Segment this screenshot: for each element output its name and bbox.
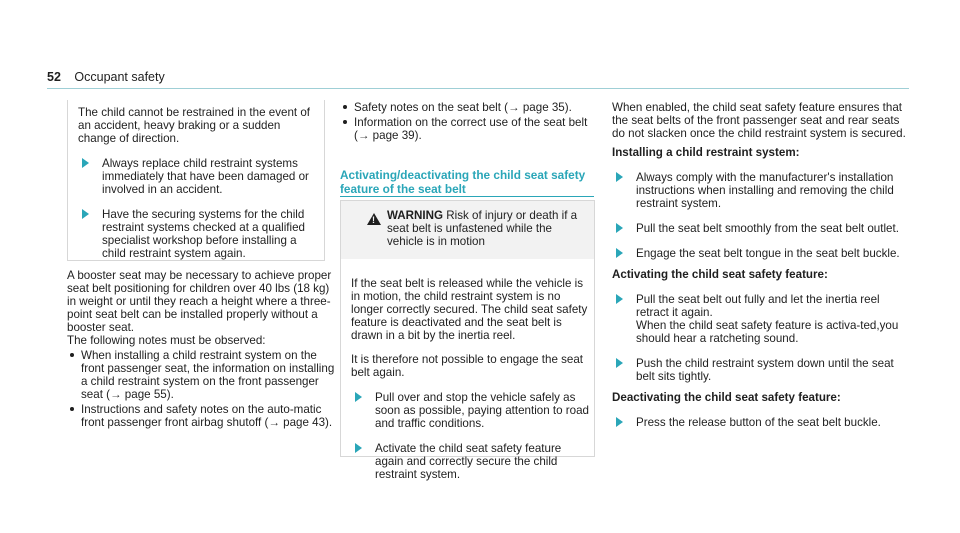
step-text: Engage the seat belt tongue in the seat belt buckle. [636, 247, 900, 260]
install-heading: Installing a child restraint system: [612, 146, 800, 159]
arrow-icon [355, 443, 362, 453]
warning-continuation-box [67, 100, 325, 261]
list-item [340, 101, 594, 114]
step-result-text: When the child seat safety feature is activa-ted,you should hear a ratcheting sound. [636, 319, 899, 345]
step-text: Pull the seat belt out fully and let the inertia reel retract it again. [636, 293, 880, 319]
instruction-step [351, 442, 589, 481]
section-heading: Activating/deactivating the child seat safety feature of the seat belt [340, 168, 586, 196]
list-item [67, 403, 337, 429]
list-item [340, 116, 594, 142]
arrow-icon [616, 248, 623, 258]
warning-icon: ! [367, 213, 381, 225]
instruction-step [612, 357, 912, 383]
column-3-text [612, 101, 912, 429]
warning-text: Risk of injury or death if a seat belt is unfastened while the vehicle is in motion [387, 209, 578, 248]
column-1-text [67, 269, 337, 429]
header-divider [47, 88, 909, 89]
column-2-list [340, 101, 594, 142]
page-header [47, 70, 165, 84]
instruction-step [612, 171, 912, 210]
list-item [67, 349, 337, 401]
instruction-step [612, 247, 912, 260]
step-text: Pull the seat belt smoothly from the seat belt outlet. [636, 222, 899, 235]
warning-label: WARNING [387, 209, 444, 222]
step-text: Press the release button of the seat belt buckle. [636, 416, 881, 429]
heading-rule [340, 196, 594, 197]
warning-body [351, 265, 589, 493]
step-text: Always replace child restraint systems immediately that have been damaged or involved in an accident. [102, 157, 309, 196]
instruction-step [78, 208, 318, 260]
instruction-step [612, 222, 912, 235]
arrow-icon [82, 209, 89, 219]
step-text: Push the child restraint system down until the seat belt sits tightly. [636, 357, 894, 383]
list-item-text: Instructions and safety notes on the auto-matic front passenger front airbag shutoff (→ page 43). [81, 403, 333, 429]
notes-intro: The following notes must be observed: [67, 334, 266, 347]
instruction-step [612, 416, 912, 429]
arrow-icon [616, 294, 623, 304]
warning-paragraph: If the seat belt is released while the vehicle is in motion, the child restraint system is no longer correctly secured. The child seat safety feature is deactivated and the seat belt is drawn in a bit by the inertia reel. [351, 276, 588, 342]
arrow-icon [616, 223, 623, 233]
page-number: 52 [47, 70, 61, 84]
list-item-text: When installing a child restraint system on the front passenger seat, the information on installing a child restraint system on the front passenger seat (→ page 55). [81, 349, 335, 401]
warning-paragraph: It is therefore not possible to engage the seat belt again. [351, 353, 584, 380]
arrow-icon [355, 392, 362, 402]
warning-header [341, 201, 594, 259]
warning-box [340, 200, 595, 482]
activate-heading: Activating the child seat safety feature: [612, 268, 828, 281]
list-item-text: Information on the correct use of the seat belt (→ page 39). [354, 116, 588, 142]
instruction-step [78, 157, 318, 196]
booster-seat-paragraph: A booster seat may be necessary to achieve proper seat belt positioning for children over 40 lbs (18 kg) in weight or until they reach a height where a three-point seat belt can be installed properly without a booster seat. [67, 269, 332, 334]
step-text: Activate the child seat safety feature again and correctly secure the child restraint system. [375, 442, 562, 482]
deactivate-heading: Deactivating the child seat safety feature: [612, 391, 841, 404]
instruction-step [351, 391, 589, 430]
warning-headline [387, 209, 587, 248]
step-text: Always comply with the manufacturer's installation instructions when installing and removing the child restraint system. [636, 171, 894, 210]
arrow-icon [616, 172, 623, 182]
warning-continued-text: The child cannot be restrained in the event of an accident, heavy braking or a sudden change of direction. [78, 106, 311, 145]
instruction-step [612, 293, 912, 345]
list-item-text: Safety notes on the seat belt (→ page 35). [354, 101, 572, 114]
intro-paragraph: When enabled, the child seat safety feature ensures that the seat belts of the front passenger seat and rear seats do not slacken once the child restraint system is secured. [612, 101, 906, 140]
arrow-icon [616, 358, 623, 368]
step-text: Have the securing systems for the child restraint systems checked at a qualified specialist workshop before installing a child restraint system again. [102, 208, 305, 260]
step-text: Pull over and stop the vehicle safely as soon as possible, paying attention to road and traffic conditions. [375, 391, 589, 431]
arrow-icon [82, 158, 89, 168]
section-title: Occupant safety [74, 70, 165, 84]
arrow-icon [616, 417, 623, 427]
